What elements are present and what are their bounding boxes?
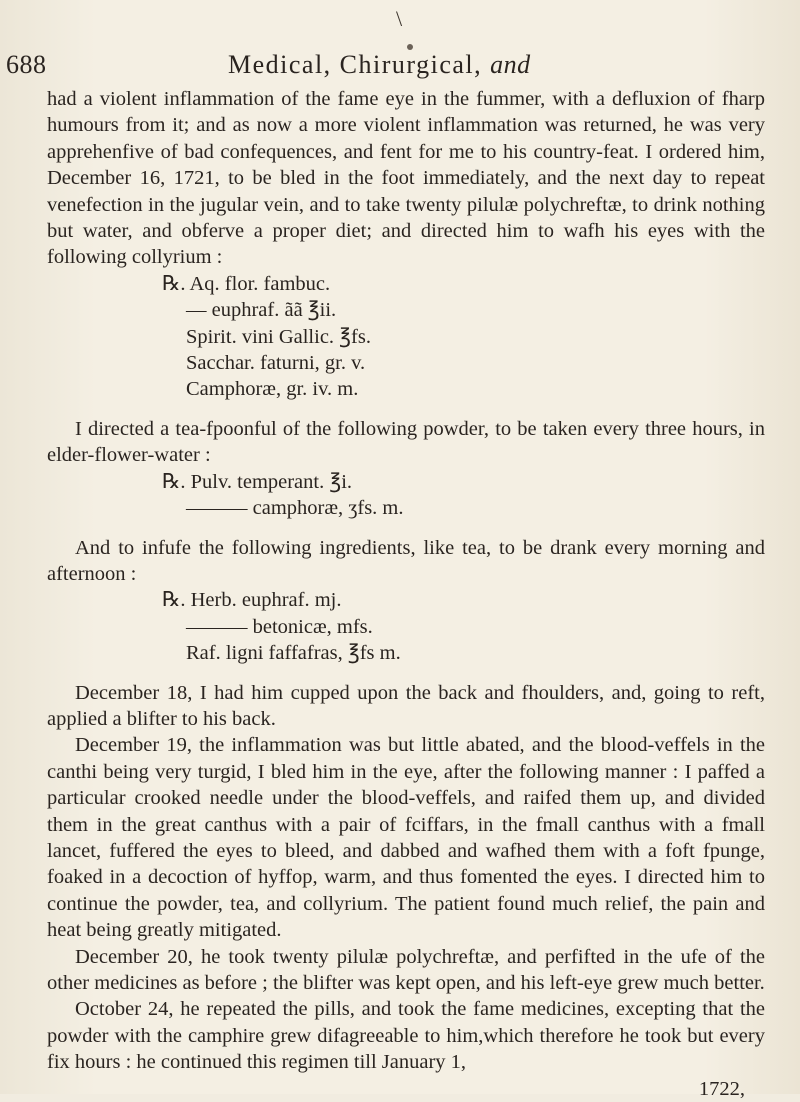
paragraph-1: had a violent inflammation of the fame eye in the fummer, with a defluxion of fharp humours from it; and as now a more violent inflammation was returned, he was very apprehenfive of bad confequences, and fent for me to his country-feat. I ordered him, December 16, 1721, to be bled in the foot immediately, and the next day to repeat venefection in the jugular vein, and to take twenty pilulæ polychreftæ, to drink nothing but water, and obferve a proper diet; and directed him to wafh his eyes with the following collyrium : [47,88,765,269]
paragraph-6: December 20, he took twenty pilulæ polychreftæ, and perfifted in the ufe of the other medicines as before ; the blifter was kept open, and his left-eye grew much better. [47,945,765,994]
prescription-line: ——— betonicæ, mfs. [186,615,373,638]
prescription-line: Raf. ligni faffafras, ℥fs m. [186,642,401,665]
prescription-line: ——— camphoræ, ʒfs. m. [186,497,404,520]
prescription-line: Spirit. vini Gallic. ℥fs. [186,325,371,348]
paragraph-2: I directed a tea-fpoonful of the following powder, to be taken every three hours, in elder-flower-water : [47,417,765,467]
prescription-line: — euphraf. ãã ℥ii. [186,299,337,322]
page-body [47,86,765,1102]
running-title [228,50,531,80]
prescription-powder [47,469,765,522]
catchword: 1722, [698,1077,745,1100]
prescription-line: ℞. Aq. flor. fambuc. [162,272,331,295]
running-title-text: Medical, Chirurgical, [228,50,483,79]
paragraph-4: December 18, I had him cupped upon the back and fhoulders, and, going to reft, applied a blifter to his back. [47,681,765,730]
prescription-line: Camphoræ, gr. iv. m. [186,378,359,401]
paragraph-7: October 24, he repeated the pills, and took the fame medicines, excepting that the powder with the camphire grew difagreeable to him,which therefore he took but every fix hours : he continued this regimen till January 1, [47,998,765,1074]
prescription-line: ℞. Herb. euphraf. mj. [162,589,342,612]
page-header [0,50,800,86]
margin-mark: \ [396,6,403,31]
prescription-line: Sacchar. faturni, gr. v. [186,352,366,375]
prescription-tea [47,587,765,666]
running-title-and: and [490,50,531,79]
page-number: 688 [6,50,47,79]
prescription-line: ℞. Pulv. temperant. ℥i. [162,470,353,493]
paragraph-5: December 19, the inflammation was but little abated, and the blood-veffels in the canthi being very turgid, I bled him in the eye, after the following manner : I paffed a particular crooked needle under the blood-veffels, and raifed them up, and divided them in the great canthus with a pair of fciffars, in the fmall canthus with a fmall lancet, fuffered the eyes to bleed, and dabbed and wafhed them with a foft fpunge, foaked in a decoction of hyffop, warm, and thus fomented the eyes. I directed him to continue the powder, tea, and collyrium. The patient found much relief, the pain and heat being greatly mitigated. [47,734,765,942]
paragraph-3: And to infufe the following ingredients, like tea, to be drank every morning and afternoon : [47,536,765,585]
prescription-collyrium [47,271,765,403]
